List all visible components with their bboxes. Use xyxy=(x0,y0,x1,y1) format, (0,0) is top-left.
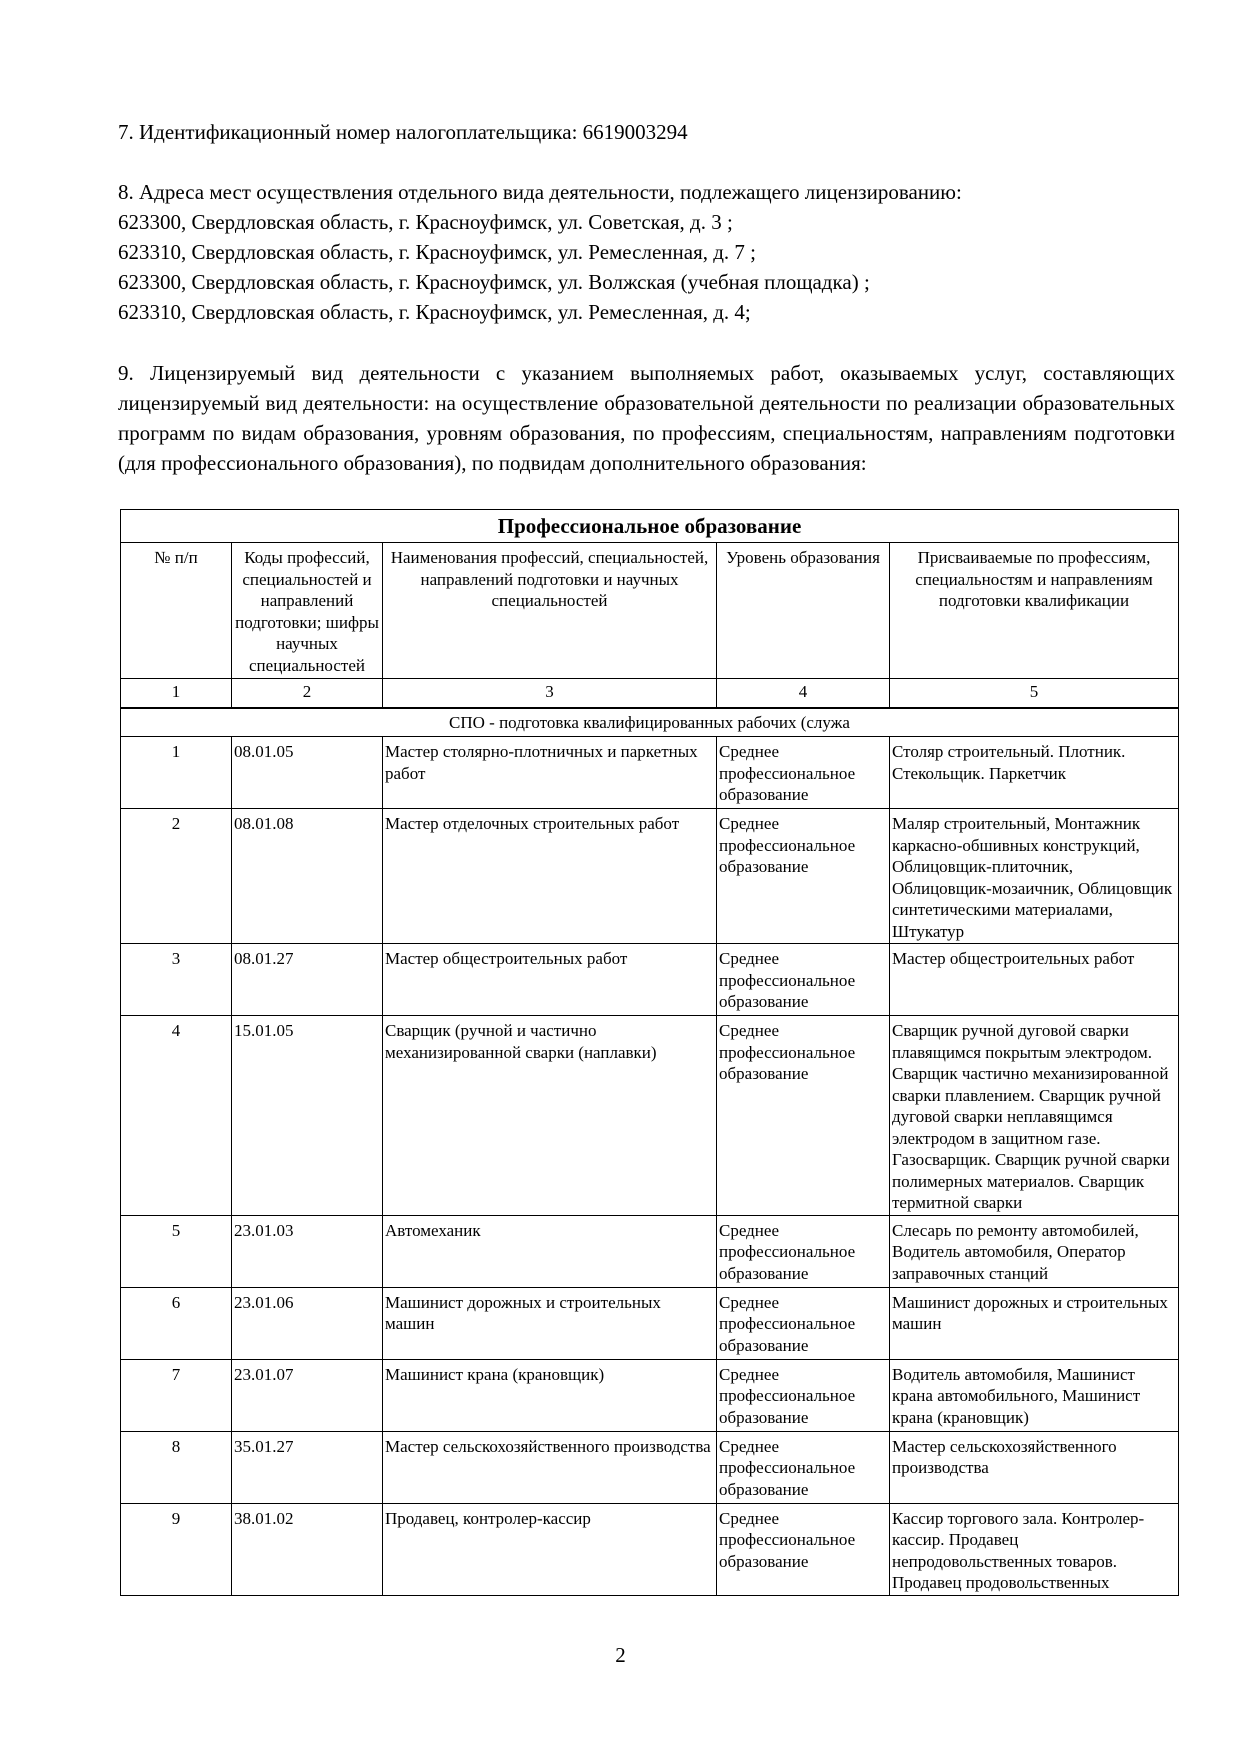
row-name: Мастер сельскохозяйственного производства xyxy=(383,1431,717,1503)
row-qualification: Столяр строительный. Плотник. Стекольщик. Паркетчик xyxy=(890,737,1179,809)
address-line: 623310, Свердловская область, г. Красноуфимск, ул. Ремесленная, д. 7 ; xyxy=(118,240,756,264)
address-line: 623300, Свердловская область, г. Красноуфимск, ул. Советская, д. 3 ; xyxy=(118,210,733,234)
row-number: 8 xyxy=(121,1431,232,1503)
professions-table xyxy=(120,509,1179,1596)
row-qualification: Слесарь по ремонту автомобилей, Водитель автомобиля, Оператор заправочных станций xyxy=(890,1215,1179,1287)
page-number: 2 xyxy=(615,1643,626,1667)
row-code: 23.01.07 xyxy=(232,1359,383,1431)
row-qualification: Мастер общестроительных работ xyxy=(890,944,1179,1016)
row-code: 23.01.03 xyxy=(232,1215,383,1287)
column-number: 3 xyxy=(383,679,717,709)
row-level: Среднее профессиональное образование xyxy=(717,1287,890,1359)
column-number: 4 xyxy=(717,679,890,709)
row-number: 3 xyxy=(121,944,232,1016)
licensed-activity-paragraph: 9. Лицензируемый вид деятельности с указанием выполняемых работ, оказываемых услуг, составляющих лицензируемый вид деятельности: на осуществление образовательной деятельности по реализации образовательных программ по видам образования, уровням образования, по профессиям, специальностям, направлениям подготовки (для профессионального образования), по подвидам дополнительного образования: xyxy=(118,361,1175,475)
license-addresses-block xyxy=(118,177,1175,327)
table-row xyxy=(121,944,1179,1016)
column-header-code: Коды профессий, специальностей и направлений подготовки; шифры научных специальностей xyxy=(232,543,383,679)
row-code: 08.01.08 xyxy=(232,809,383,944)
row-code: 08.01.27 xyxy=(232,944,383,1016)
row-code: 23.01.06 xyxy=(232,1287,383,1359)
row-number: 7 xyxy=(121,1359,232,1431)
addresses-heading: 8. Адреса мест осуществления отдельного вида деятельности, подлежащего лицензированию: xyxy=(118,180,962,204)
table-row xyxy=(121,1503,1179,1595)
row-qualification: Водитель автомобиля, Машинист крана автомобильного, Машинист крана (крановщик) xyxy=(890,1359,1179,1431)
row-qualification: Мастер сельскохозяйственного производства xyxy=(890,1431,1179,1503)
row-code: 15.01.05 xyxy=(232,1016,383,1216)
column-header-qualification: Присваиваемые по профессиям, специальностям и направлениям подготовки квалификации xyxy=(890,543,1179,679)
column-number: 5 xyxy=(890,679,1179,709)
address-line: 623310, Свердловская область, г. Красноуфимск, ул. Ремесленная, д. 4; xyxy=(118,300,751,324)
row-level: Среднее профессиональное образование xyxy=(717,1431,890,1503)
row-level: Среднее профессиональное образование xyxy=(717,737,890,809)
section-title: СПО - подготовка квалифицированных рабочих (служа xyxy=(121,708,1179,737)
row-qualification: Кассир торгового зала. Контролер-кассир. Продавец непродовольственных товаров. Продавец продовольственных xyxy=(890,1503,1179,1595)
row-number: 1 xyxy=(121,737,232,809)
row-number: 6 xyxy=(121,1287,232,1359)
table-row xyxy=(121,1287,1179,1359)
row-name: Мастер общестроительных работ xyxy=(383,944,717,1016)
row-level: Среднее профессиональное образование xyxy=(717,1215,890,1287)
column-number: 1 xyxy=(121,679,232,709)
row-level: Среднее профессиональное образование xyxy=(717,809,890,944)
table-row xyxy=(121,809,1179,944)
row-qualification: Машинист дорожных и строительных машин xyxy=(890,1287,1179,1359)
table-row xyxy=(121,1215,1179,1287)
row-number: 5 xyxy=(121,1215,232,1287)
row-name: Мастер отделочных строительных работ xyxy=(383,809,717,944)
row-name: Продавец, контролер-кассир xyxy=(383,1503,717,1595)
row-code: 08.01.05 xyxy=(232,737,383,809)
table-row xyxy=(121,1359,1179,1431)
row-qualification: Сварщик ручной дуговой сварки плавящимся покрытым электродом. Сварщик частично механизированной сварки плавлением. Сварщик ручной дуговой сварки неплавящимся электродом в защитном газе. Газосварщик. Сварщик ручной сварки полимерных материалов. Сварщик термитной сварки xyxy=(890,1016,1179,1216)
column-header-number: № п/п xyxy=(121,543,232,679)
row-level: Среднее профессиональное образование xyxy=(717,1016,890,1216)
table-row xyxy=(121,737,1179,809)
taxpayer-id-line: 7. Идентификационный номер налогоплательщика: 6619003294 xyxy=(118,120,688,144)
row-number: 2 xyxy=(121,809,232,944)
row-level: Среднее профессиональное образование xyxy=(717,1359,890,1431)
row-name: Сварщик (ручной и частично механизированной сварки (наплавки) xyxy=(383,1016,717,1216)
column-header-name: Наименования профессий, специальностей, направлений подготовки и научных специальностей xyxy=(383,543,717,679)
row-code: 35.01.27 xyxy=(232,1431,383,1503)
row-level: Среднее профессиональное образование xyxy=(717,1503,890,1595)
table-title: Профессиональное образование xyxy=(121,510,1179,543)
address-line: 623300, Свердловская область, г. Красноуфимск, ул. Волжская (учебная площадка) ; xyxy=(118,270,870,294)
column-number: 2 xyxy=(232,679,383,709)
table-row xyxy=(121,1016,1179,1216)
row-number: 9 xyxy=(121,1503,232,1595)
table-row xyxy=(121,1431,1179,1503)
row-name: Машинист дорожных и строительных машин xyxy=(383,1287,717,1359)
row-name: Мастер столярно-плотничных и паркетных работ xyxy=(383,737,717,809)
row-name: Автомеханик xyxy=(383,1215,717,1287)
row-number: 4 xyxy=(121,1016,232,1216)
row-code: 38.01.02 xyxy=(232,1503,383,1595)
column-header-level: Уровень образования xyxy=(717,543,890,679)
row-qualification: Маляр строительный, Монтажник каркасно-обшивных конструкций, Облицовщик-плиточник, Облицовщик-мозаичник, Облицовщик синтетическими материалами, Штукатур xyxy=(890,809,1179,944)
row-name: Машинист крана (крановщик) xyxy=(383,1359,717,1431)
row-level: Среднее профессиональное образование xyxy=(717,944,890,1016)
